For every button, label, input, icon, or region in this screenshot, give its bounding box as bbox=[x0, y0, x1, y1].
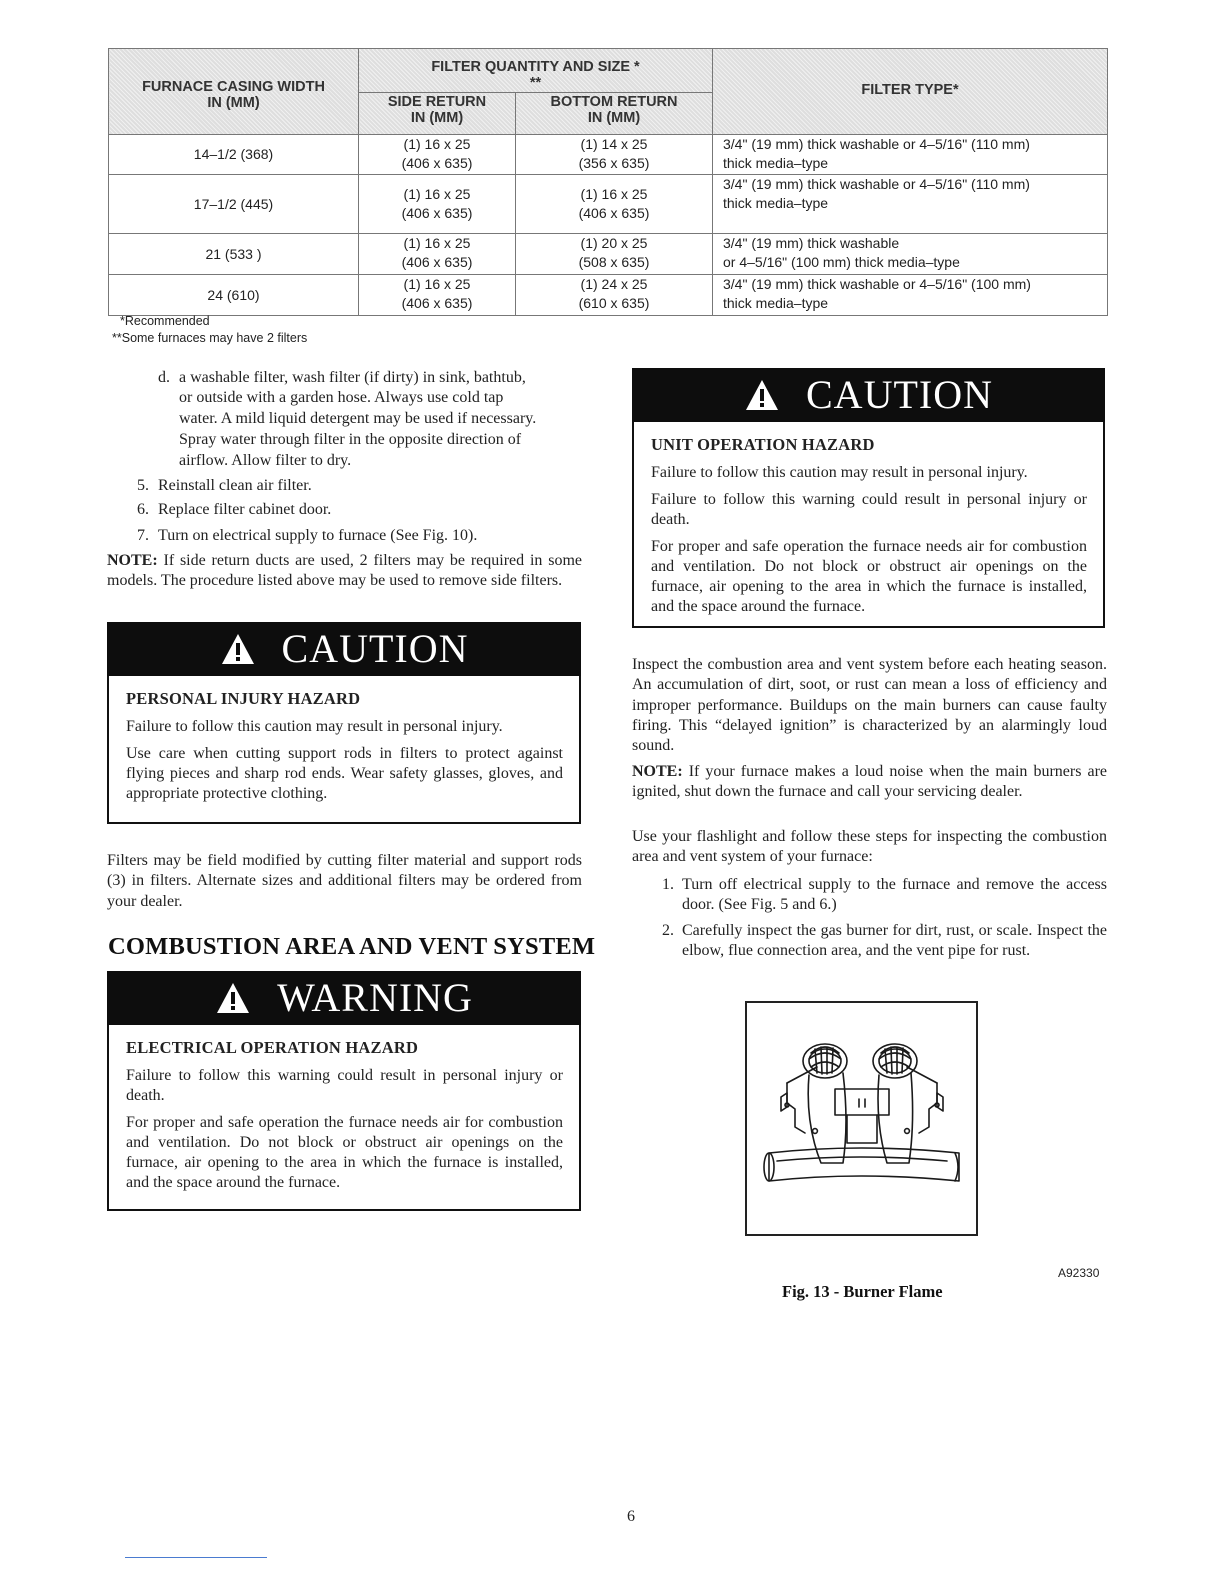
caution-header: CAUTION bbox=[107, 622, 581, 676]
table-row: 17–1/2 (445) (1) 16 x 25 (406 x 635) (1) 16 x 25 (406 x 635) 3/4" (19 mm) thick washable or 4–5/16" (110 mm) thick media–type bbox=[109, 175, 1108, 234]
footer-rule bbox=[125, 1557, 267, 1558]
table-row: 24 (610) (1) 16 x 25 (406 x 635) (1) 24 x 25 (610 x 635) 3/4" (19 mm) thick washable or 4–5/16" (100 mm) thick media–type bbox=[109, 275, 1108, 316]
note-side-return: NOTE: If side return ducts are used, 2 filters may be required in some models. The procedure listed above may be used to remove side filters. bbox=[107, 552, 582, 590]
header-filter-type: FILTER TYPE* bbox=[713, 49, 1108, 135]
warning-triangle-icon bbox=[744, 378, 780, 412]
header-bottom-return: BOTTOM RETURN IN (MM) bbox=[516, 93, 713, 135]
section-title: COMBUSTION AREA AND VENT SYSTEM bbox=[108, 933, 596, 960]
flashlight-paragraph: Use your flashlight and follow these steps for inspecting the combustion area and vent system of your furnace: bbox=[632, 828, 1107, 866]
burner-flame-illustration bbox=[747, 1003, 976, 1234]
warning-triangle-icon bbox=[220, 632, 256, 666]
inspect-paragraph: Inspect the combustion area and vent system before each heating season. An accumulation of dirt, soot, or rust can mean a loss of efficiency and improper performance. Buildups on the main burners can cause faulty firing. This “delayed ignition” is characterized by an alarmingly loud sound. bbox=[632, 656, 1107, 755]
figure-code: A92330 bbox=[1058, 1266, 1100, 1280]
footnote-recommended: *Recommended bbox=[120, 314, 210, 328]
note-loud-noise: NOTE: If your furnace makes a loud noise when the main burners are ignited, shut down the furnace and call your servicing dealer. bbox=[632, 763, 1107, 801]
caution-box-unit-operation: CAUTION UNIT OPERATION HAZARD Failure to follow this caution may result in personal injury. Failure to follow this warning could result in personal injury or death. For proper and safe operation the furnace needs air for combustion and ventilation. Do not block or obstruct air openings on the furnace, air opening to the area in which the furnace is installed, and the space around the furnace. bbox=[632, 368, 1105, 628]
header-side-return: SIDE RETURN IN (MM) bbox=[359, 93, 516, 135]
warning-header: WARNING bbox=[107, 971, 581, 1025]
warning-triangle-icon bbox=[215, 981, 251, 1015]
table-row: 14–1/2 (368) (1) 16 x 25 (406 x 635) (1) 14 x 25 (356 x 635) 3/4" (19 mm) thick washable or 4–5/16" (110 mm) thick media–type bbox=[109, 135, 1108, 175]
table-row: 21 (533 ) (1) 16 x 25 (406 x 635) (1) 20 x 25 (508 x 635) 3/4" (19 mm) thick washable or 4–5/16" (100 mm) thick media–type bbox=[109, 234, 1108, 275]
page-number: 6 bbox=[627, 1508, 635, 1525]
caution-box-personal-injury: CAUTION PERSONAL INJURY HAZARD Failure to follow this caution may result in personal injury. Use care when cutting support rods in filters to protect against flying pieces and sharp rod ends. Wear safety glasses, gloves, and appropriate protective clothing. bbox=[107, 622, 581, 824]
filter-table bbox=[108, 48, 1108, 316]
warning-box-electrical: WARNING ELECTRICAL OPERATION HAZARD Failure to follow this warning could result in personal injury or death. For proper and safe operation the furnace needs air for combustion and ventilation. Do not block or obstruct air openings on the furnace, air opening to the area in which the furnace is installed, and the space around the furnace. bbox=[107, 971, 581, 1211]
footnote-two-filters: **Some furnaces may have 2 filters bbox=[112, 331, 308, 345]
burner-figure bbox=[745, 1001, 978, 1236]
caution-header: CAUTION bbox=[632, 368, 1105, 422]
figure-caption: Fig. 13 - Burner Flame bbox=[782, 1282, 943, 1301]
header-casing: FURNACE CASING WIDTH IN (MM) bbox=[109, 49, 359, 135]
filters-modified-paragraph: Filters may be field modified by cutting filter material and support rods (3) in filters. Alternate sizes and additional filters may be ordered from your dealer. bbox=[107, 852, 582, 910]
header-filter-quantity: FILTER QUANTITY AND SIZE * ** bbox=[359, 49, 713, 93]
